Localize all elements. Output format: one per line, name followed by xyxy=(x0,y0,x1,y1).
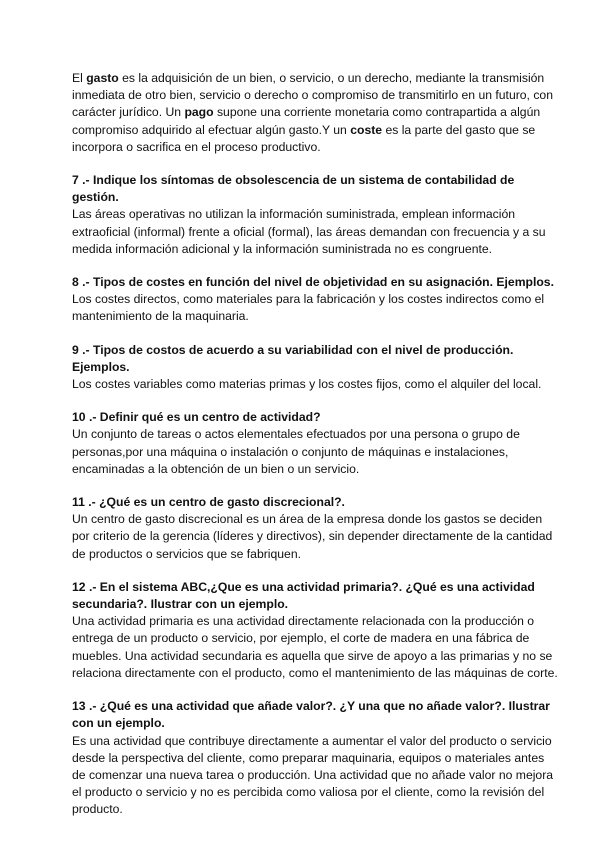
section-heading: 8 .- Tipos de costes en función del nivel de objetividad en su asignación. Ejemplos. xyxy=(72,275,554,290)
section-body: Los costes directos, como materiales para la fabricación y los costes indirectos como el mantenimiento de la maquinaria. xyxy=(72,292,545,324)
section-12 xyxy=(72,579,560,682)
section-body: Una actividad primaria es una actividad directamente relacionada con la producción o entrega de un producto o servicio, por ejemplo, el corte de madera en una fábrica de muebles. Una actividad secundaria es aquella que sirve de apoyo a las primarias y no se relaciona directamente con el producto, como el mantenimiento de las máquinas de corte. xyxy=(72,614,558,680)
section-body: Un centro de gasto discrecional es un área de la empresa donde los gastos se deciden por criterio de la gerencia (líderes y directivos), sin depender directamente de la cantidad de productos o servicios que se fabriquen. xyxy=(72,512,553,561)
section-10 xyxy=(72,409,560,478)
intro-text-4: es la parte del gasto que se incorpora o sacrifica en el proceso productivo. xyxy=(72,122,536,154)
section-body: Los costes variables como materias primas y los costes fijos, como el alquiler del local. xyxy=(72,377,542,392)
intro-text-2: es la adquisición de un bien, o servicio, o un derecho, mediante la transmisión inmediata de otro bien, servicio o derecho o compromiso de transmitirlo en un futuro, con carácter jurídico. Un xyxy=(72,71,553,120)
section-8 xyxy=(72,274,560,326)
section-heading: 10 .- Definir qué es un centro de actividad? xyxy=(72,410,321,425)
intro-paragraph xyxy=(72,70,560,156)
section-heading: 12 .- En el sistema ABC,¿Que es una actividad primaria?. ¿Qué es una actividad secundaria?. Ilustrar con un ejemplo. xyxy=(72,579,535,612)
section-body: Un conjunto de tareas o actos elementales efectuados por una persona o grupo de personas,por una máquina o instalación o conjunto de máquinas e instalaciones, encaminadas a la obtención de un bien o un servicio. xyxy=(72,427,520,476)
intro-text-3: supone una corriente monetaria como contrapartida a algún compromiso adquirido al efectuar algún gasto.Y un xyxy=(72,105,541,137)
intro-text-1: El xyxy=(72,71,87,85)
section-body: Las áreas operativas no utilizan la información suministrada, emplean información extraoficial (informal) frente a oficial (formal), las áreas demandan con frecuencia y a su medida información adicional y la información suministrada no es congruente. xyxy=(72,207,546,256)
term-gasto: gasto xyxy=(86,71,119,85)
term-pago: pago xyxy=(184,105,214,120)
section-11 xyxy=(72,494,560,563)
section-heading: 7 .- Indique los síntomas de obsolescencia de un sistema de contabilidad de gestión. xyxy=(72,173,515,205)
term-coste: coste xyxy=(350,122,383,137)
section-heading: 11 .- ¿Qué es un centro de gasto discrecional?. xyxy=(72,495,345,510)
section-body: Es una actividad que contribuye directamente a aumentar el valor del producto o servicio desde la perspectiva del cliente, como preparar maquinaria, equipos o materiales antes de comenzar una nueva tarea o producción. Una actividad que no añade valor no mejora el producto o servicio y no es percibida como valiosa por el cliente, como la revisión del producto. xyxy=(72,733,554,817)
section-7 xyxy=(72,172,560,258)
section-heading: 9 .- Tipos de costos de acuerdo a su variabilidad con el nivel de producción. Ejemplos. xyxy=(72,342,514,374)
section-heading: 13 .- ¿Qué es una actividad que añade valor?. ¿Y una que no añade valor?. Ilustrar con un ejemplo. xyxy=(72,699,550,731)
section-13 xyxy=(72,698,560,818)
section-9 xyxy=(72,342,560,394)
